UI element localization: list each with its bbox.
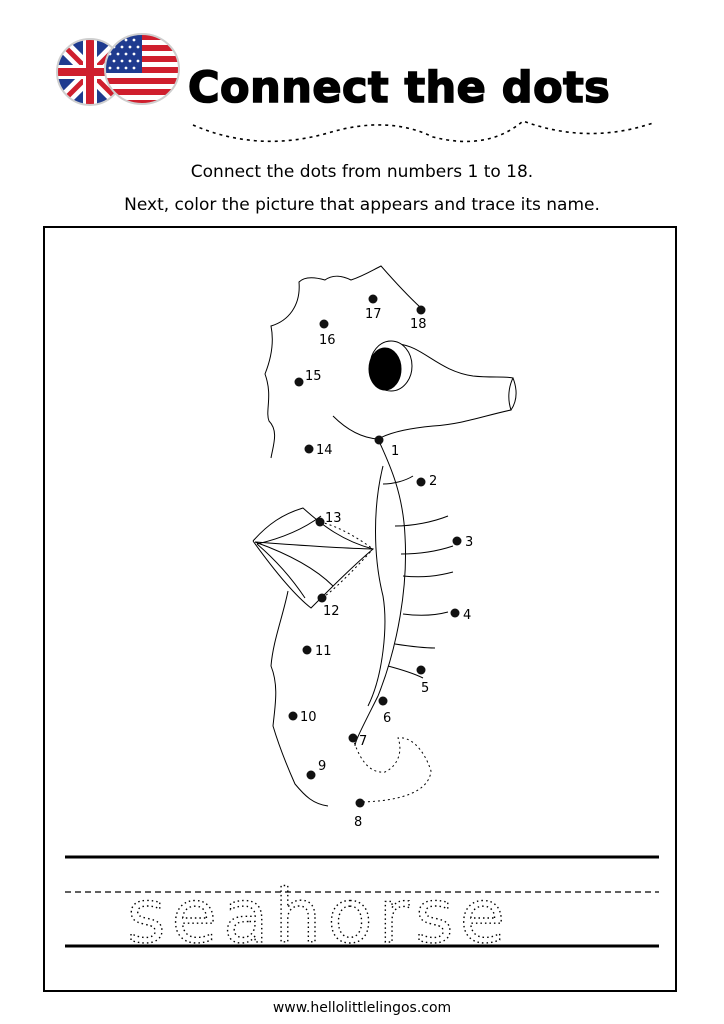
instruction-line-1: Connect the dots from numbers 1 to 18. [190, 162, 534, 182]
dot-label-5: 5 [421, 681, 430, 696]
dot-7 [349, 734, 358, 743]
dot-label-7: 7 [359, 734, 368, 749]
seahorse-dot-puzzle [43, 226, 677, 992]
worksheet-title: Connect the dots [188, 63, 611, 113]
dot-label-16: 16 [319, 333, 336, 348]
dot-16 [320, 320, 329, 329]
dot-11 [303, 646, 312, 655]
dot-4 [451, 609, 460, 618]
dot-9 [307, 771, 316, 780]
dot-2 [417, 478, 426, 487]
dot-10 [289, 712, 298, 721]
footer-url: www.hellolittlelingos.com [272, 1000, 452, 1016]
dot-5 [417, 666, 426, 675]
dot-label-15: 15 [305, 369, 322, 384]
dot-17 [369, 295, 378, 304]
dot-14 [305, 445, 314, 454]
dot-8 [356, 799, 365, 808]
dot-1 [375, 436, 384, 445]
dot-label-13: 13 [325, 511, 342, 526]
dot-label-9: 9 [318, 759, 327, 774]
dot-label-3: 3 [465, 535, 474, 550]
dot-15 [295, 378, 304, 387]
dot-label-2: 2 [429, 474, 438, 489]
dot-label-6: 6 [383, 711, 392, 726]
dotted-wave-decoration [188, 105, 658, 155]
dot-label-1: 1 [391, 444, 400, 459]
trace-word: seahorse [127, 874, 512, 960]
dot-3 [453, 537, 462, 546]
dot-label-12: 12 [323, 604, 340, 619]
dot-label-17: 17 [365, 307, 382, 322]
dot-label-4: 4 [463, 608, 472, 623]
dot-label-18: 18 [410, 317, 427, 332]
worksheet-header [0, 0, 724, 150]
dot-6 [379, 697, 388, 706]
dot-12 [318, 594, 327, 603]
dot-label-10: 10 [300, 710, 317, 725]
dot-label-11: 11 [315, 644, 332, 659]
dot-label-8: 8 [354, 815, 363, 830]
dashed-hints [320, 522, 431, 802]
dot-18 [417, 306, 426, 315]
dot-13 [316, 518, 325, 527]
language-flags [56, 30, 180, 110]
instruction-line-2: Next, color the picture that appears and trace its name. [124, 195, 600, 215]
dot-label-14: 14 [316, 443, 333, 458]
